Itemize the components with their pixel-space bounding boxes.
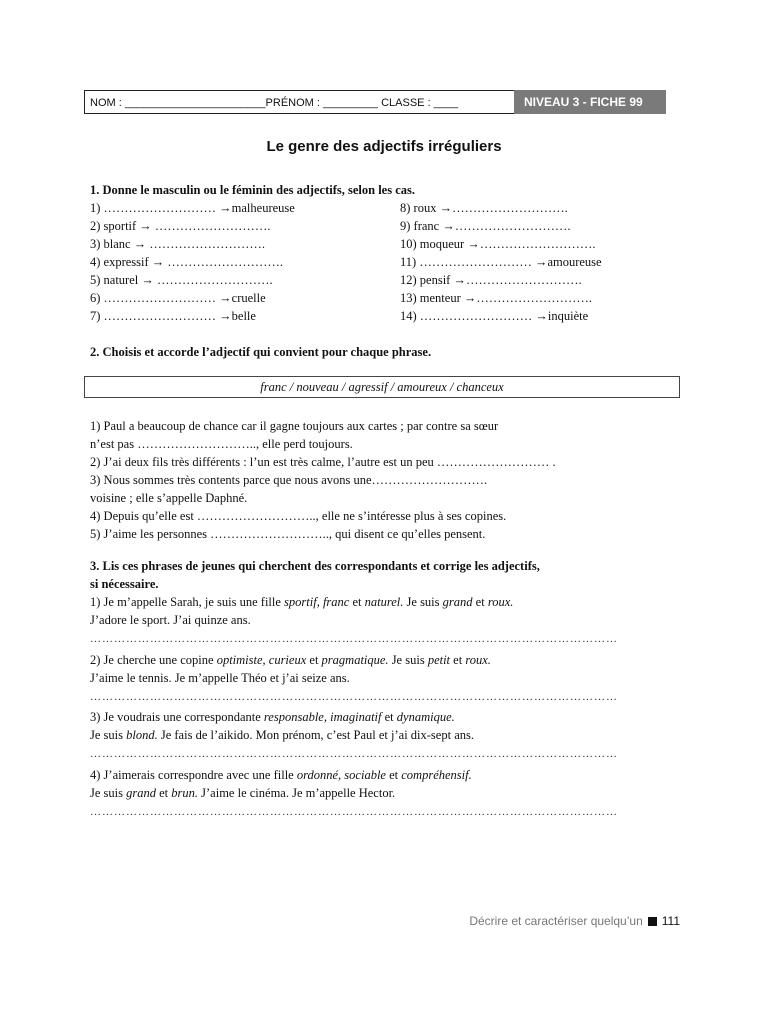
page-footer [469,914,680,928]
ex3-item-2-line-2: J’aime le tennis. Je m’appelle Théo et j’ai seize ans. [90,671,350,685]
ex2-line-6[interactable]: 4) Depuis qu’elle est ……………………….., elle ne s’intéresse plus à ses copines. [90,509,507,523]
ex1-left-3[interactable]: 3) blanc → ………………………. [90,237,265,251]
ex2-line-7[interactable]: 5) J’aime les personnes ……………………….., qui disent ce qu’elles pensent. [90,527,486,541]
ex1-left-7[interactable]: 7) ……………………… →belle [90,309,256,323]
page-number: 111 [661,914,680,928]
ex1-right-11[interactable]: 11) ……………………… →amoureuse [400,255,602,269]
ex3-instruction-line-1: 3. Lis ces phrases de jeunes qui cherchent des correspondants et corrige les adjectifs, [90,559,540,573]
ex3-item-4-line-2: Je suis grand et brun. J’aime le cinéma. Je m’appelle Hector. [90,786,396,800]
ex1-left-4[interactable]: 4) expressif → ………………………. [90,255,284,269]
ex1-instruction: 1. Donne le masculin ou le féminin des adjectifs, selon les cas. [90,183,415,197]
ex3-item-1-answer-line[interactable]: …………………………………………………………………………………………………………………… [90,633,618,645]
level-badge: NIVEAU 3 - FICHE 99 [514,90,666,114]
ex1-right-10[interactable]: 10) moqueur →………………………. [400,237,596,251]
ex3-item-1-line-1: 1) Je m’appelle Sarah, je suis une fille sportif, franc et naturel. Je suis grand et roux. [90,595,514,609]
ex1-left-6[interactable]: 6) ……………………… →cruelle [90,291,266,305]
student-info-fields[interactable]: NOM : _______________________PRÉNOM : _________ CLASSE : ____ [90,97,459,109]
ex2-line-2[interactable]: n’est pas ……………………….., elle perd toujours. [90,437,353,451]
ex3-instruction-line-2: si nécessaire. [90,577,159,591]
ex2-line-3[interactable]: 2) J’ai deux fils très différents : l’un est très calme, l’autre est un peu ……………………… . [90,455,556,469]
ex3-item-4-answer-line[interactable]: …………………………………………………………………………………………………………………… [90,806,618,818]
ex3-item-2-line-1: 2) Je cherche une copine optimiste, curieux et pragmatique. Je suis petit et roux. [90,653,491,667]
ex1-left-5[interactable]: 5) naturel → ………………………. [90,273,273,287]
ex2-line-5: voisine ; elle s’appelle Daphné. [90,491,248,505]
ex3-item-3-line-1: 3) Je voudrais une correspondante responsable, imaginatif et dynamique. [90,710,455,724]
ex3-item-3-line-2: Je suis blond. Je fais de l’aikido. Mon prénom, c’est Paul et j’ai dix-sept ans. [90,728,474,742]
page-title: Le genre des adjectifs irréguliers [266,138,502,155]
footer-section-text: Décrire et caractériser quelqu’un [469,914,643,928]
ex3-item-1-line-2: J’adore le sport. J’ai quinze ans. [90,613,251,627]
ex1-right-8[interactable]: 8) roux →………………………. [400,201,568,215]
word-bank: franc / nouveau / agressif / amoureux / chanceux [84,376,680,398]
ex1-right-13[interactable]: 13) menteur →………………………. [400,291,592,305]
black-square-icon [648,917,657,926]
ex1-right-14[interactable]: 14) ……………………… →inquiète [400,309,589,323]
ex3-item-4-line-1: 4) J’aimerais correspondre avec une fille ordonné, sociable et compréhensif. [90,768,472,782]
ex1-right-9[interactable]: 9) franc →………………………. [400,219,571,233]
ex2-line-1: 1) Paul a beaucoup de chance car il gagne toujours aux cartes ; par contre sa sœur [90,419,499,433]
ex1-left-2[interactable]: 2) sportif → ………………………. [90,219,271,233]
ex1-right-12[interactable]: 12) pensif →………………………. [400,273,582,287]
ex2-instruction: 2. Choisis et accorde l’adjectif qui convient pour chaque phrase. [90,345,432,359]
ex1-left-1[interactable]: 1) ……………………… →malheureuse [90,201,295,215]
ex3-item-3-answer-line[interactable]: …………………………………………………………………………………………………………………… [90,748,618,760]
ex2-line-4[interactable]: 3) Nous sommes très contents parce que nous avons une………………………. [90,473,488,487]
ex3-item-2-answer-line[interactable]: …………………………………………………………………………………………………………………… [90,691,618,703]
